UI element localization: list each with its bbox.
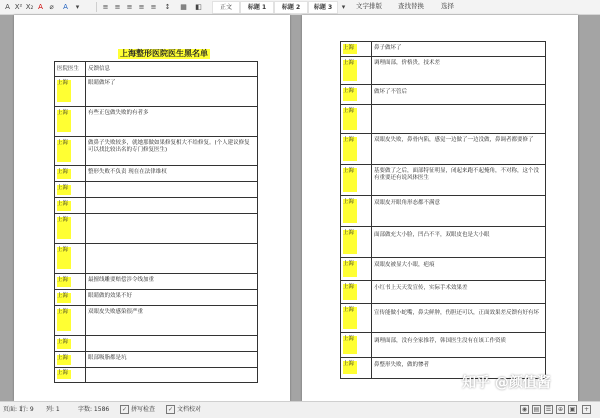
zhihu-watermark: 知乎 @颜值酱 <box>462 375 551 391</box>
row-feedback: 双眼皮失败，鼻骨内陷，感觉一边做了一边没做，鼻调者都要修了 <box>374 137 534 143</box>
justify-icon[interactable]: ≡ <box>138 3 145 11</box>
page-indicator[interactable]: 页面: 1 <box>3 406 23 413</box>
document-page-2[interactable] <box>302 15 578 401</box>
shading-icon[interactable]: ◧ <box>195 3 202 11</box>
row-hospital: 上海 <box>57 169 69 175</box>
row-feedback: 宣传能做小蛇嘴，鼻尖鲜肿，伤胆还可以，正面效果差反馈有好有坏 <box>374 310 540 316</box>
page-view-icon[interactable]: ▤ <box>533 406 540 413</box>
style-heading-2[interactable]: 标题 2 <box>274 1 308 14</box>
align-right-icon[interactable]: ≡ <box>126 3 133 11</box>
status-bar <box>0 401 600 418</box>
row-feedback: 双眼皮开眼角形态都不满意 <box>374 200 441 206</box>
row-hospital: 上海 <box>57 339 69 345</box>
word-count[interactable]: 字数: 1586 <box>78 406 110 413</box>
table-row <box>341 333 545 358</box>
column-indicator: 列: 1 <box>46 406 60 413</box>
style-heading-3[interactable]: 标题 3 <box>308 1 338 14</box>
table-row <box>55 77 257 107</box>
table-row <box>341 227 545 258</box>
row-feedback: 鼻子做坏了 <box>374 45 402 51</box>
row-feedback: 鼻整形失败，做的惨者 <box>374 362 430 368</box>
styles-dropdown-icon[interactable]: ▾ <box>341 3 346 11</box>
table-row <box>55 274 257 290</box>
table-row <box>55 214 257 244</box>
row-hospital: 上海 <box>57 355 69 361</box>
row-hospital: 上海 <box>57 309 69 315</box>
row-hospital: 上海 <box>343 261 355 267</box>
superscript-icon[interactable]: X² <box>14 3 23 11</box>
blacklist-table-page-2 <box>340 41 546 379</box>
row-hospital: 上海 <box>57 80 69 86</box>
row-hospital: 上海 <box>57 110 69 116</box>
row-feedback: 眼睛做的效果不好 <box>88 293 133 299</box>
row-hospital: 上海 <box>57 293 69 299</box>
table-row <box>341 57 545 85</box>
row-feedback: 做坏了不管后 <box>374 89 408 95</box>
row-feedback: 小红书上天天发宣传，实际手术效果差 <box>374 285 468 291</box>
blacklist-table-page-1 <box>54 61 258 383</box>
row-hospital: 上海 <box>343 137 355 143</box>
row-feedback: 双眼皮失败感染很严重 <box>88 309 144 315</box>
row-hospital: 上海 <box>343 336 355 342</box>
style-heading-1[interactable]: 标题 1 <box>240 1 274 14</box>
table-row <box>341 196 545 227</box>
row-hospital: 上海 <box>57 201 69 207</box>
outline-view-icon[interactable]: ☰ <box>545 406 552 413</box>
table-row <box>55 107 257 137</box>
eye-protection-icon[interactable]: ◉ <box>521 406 528 413</box>
table-row <box>55 198 257 214</box>
row-feedback: 眼部吸脂都是坑 <box>88 355 127 361</box>
text-highlight-icon[interactable]: A <box>63 3 68 11</box>
font-color-icon[interactable]: A <box>38 3 43 11</box>
row-hospital: 上海 <box>57 247 69 253</box>
table-row <box>341 304 545 333</box>
style-normal[interactable]: 正文 <box>212 1 240 14</box>
row-feedback: 双眼皮被显大小眼，疤痕 <box>374 262 435 268</box>
row-hospital: 上海 <box>343 88 355 94</box>
table-row <box>341 134 545 165</box>
document-title: 上海整形医院医生黑名单 <box>120 49 208 58</box>
table-row <box>55 352 257 368</box>
table-row <box>55 368 257 381</box>
row-feedback: 有些正包做失败的有者多 <box>88 110 149 116</box>
table-row <box>341 258 545 281</box>
align-center-icon[interactable]: ≡ <box>114 3 121 11</box>
align-left-icon[interactable]: ≡ <box>102 3 109 11</box>
table-row <box>55 306 257 336</box>
line-spacing-icon[interactable]: ↕ <box>164 3 171 11</box>
find-replace-button[interactable]: 查找替换 <box>398 2 424 10</box>
spell-check-button[interactable]: 拼写检查 <box>131 406 156 413</box>
text-layout-button[interactable]: 文字排版 <box>356 2 382 10</box>
table-row <box>55 336 257 352</box>
row-feedback: 基要做了之后，面部特征明显，闭起来跑不起掩角，不对称，这个没有重要还有说风体医生 <box>374 168 540 181</box>
row-hospital: 上海 <box>57 217 69 223</box>
header-col-feedback: 反馈信息 <box>88 66 111 72</box>
web-view-icon[interactable]: ⊕ <box>557 406 564 413</box>
read-view-icon[interactable]: ▣ <box>569 406 576 413</box>
row-feedback: 整形失败不负责 现在在法律维权 <box>88 169 167 175</box>
row-hospital: 上海 <box>343 45 355 51</box>
row-hospital: 上海 <box>343 108 355 114</box>
font-size-icon[interactable]: A <box>5 3 10 11</box>
table-row <box>55 290 257 306</box>
row-hospital: 上海 <box>343 284 355 290</box>
row-hospital: 上海 <box>343 361 355 367</box>
table-header-row <box>55 62 257 77</box>
doc-proof-icon[interactable]: ✓ <box>167 406 174 413</box>
subscript-icon[interactable]: X₂ <box>25 3 34 11</box>
row-hospital: 上海 <box>57 140 69 146</box>
ribbon-toolbar <box>0 0 600 15</box>
char-shading-icon[interactable]: ▾ <box>75 3 80 11</box>
table-row <box>55 166 257 182</box>
row-hospital: 上海 <box>343 168 355 174</box>
table-row <box>341 85 545 105</box>
row-feedback: 做鼻子失败较多，就她那做如果修复相大不给修复。(个人建议修复可以找比较出名的专门修复医生) <box>88 140 250 153</box>
spell-check-icon[interactable]: ✓ <box>121 406 128 413</box>
row-hospital: 上海 <box>343 307 355 313</box>
row-hospital: 上海 <box>343 230 355 236</box>
table-row <box>341 42 545 57</box>
table-row <box>55 244 257 274</box>
borders-icon[interactable]: ▦ <box>180 3 187 11</box>
row-hospital: 上海 <box>57 277 69 283</box>
row-hospital: 上海 <box>343 60 355 66</box>
row-feedback: 面部做充大小脸，凹凸不平，双眼皮也是大小眼 <box>374 232 490 238</box>
clear-format-icon[interactable]: ⌀ <box>49 3 54 11</box>
row-feedback: 最擅线雕要赔偿涉令线加重 <box>88 277 155 283</box>
table-row <box>341 105 545 134</box>
table-row <box>341 281 545 304</box>
distribute-icon[interactable]: ≡ <box>150 3 157 11</box>
row-feedback: 调理面部，没有全家推荐，韩国医生没有在该工作资质 <box>374 338 507 344</box>
table-row <box>55 137 257 166</box>
header-col-doctor: 医院医生 <box>57 66 80 72</box>
table-row <box>55 182 257 198</box>
table-row <box>341 165 545 196</box>
row-feedback: 调理面部，价格贵，技术差 <box>374 60 441 66</box>
row-indicator: 行: 9 <box>20 406 34 413</box>
zoom-icon[interactable]: + <box>583 406 590 413</box>
row-feedback: 眼睛做坏了 <box>88 80 116 86</box>
select-button[interactable]: 选择 <box>441 2 454 10</box>
row-hospital: 上海 <box>57 185 69 191</box>
document-workspace[interactable] <box>0 15 600 401</box>
row-hospital: 上海 <box>57 370 69 376</box>
doc-proof-button[interactable]: 文档校对 <box>177 406 202 413</box>
row-hospital: 上海 <box>343 199 355 205</box>
document-page-1[interactable] <box>14 15 290 401</box>
